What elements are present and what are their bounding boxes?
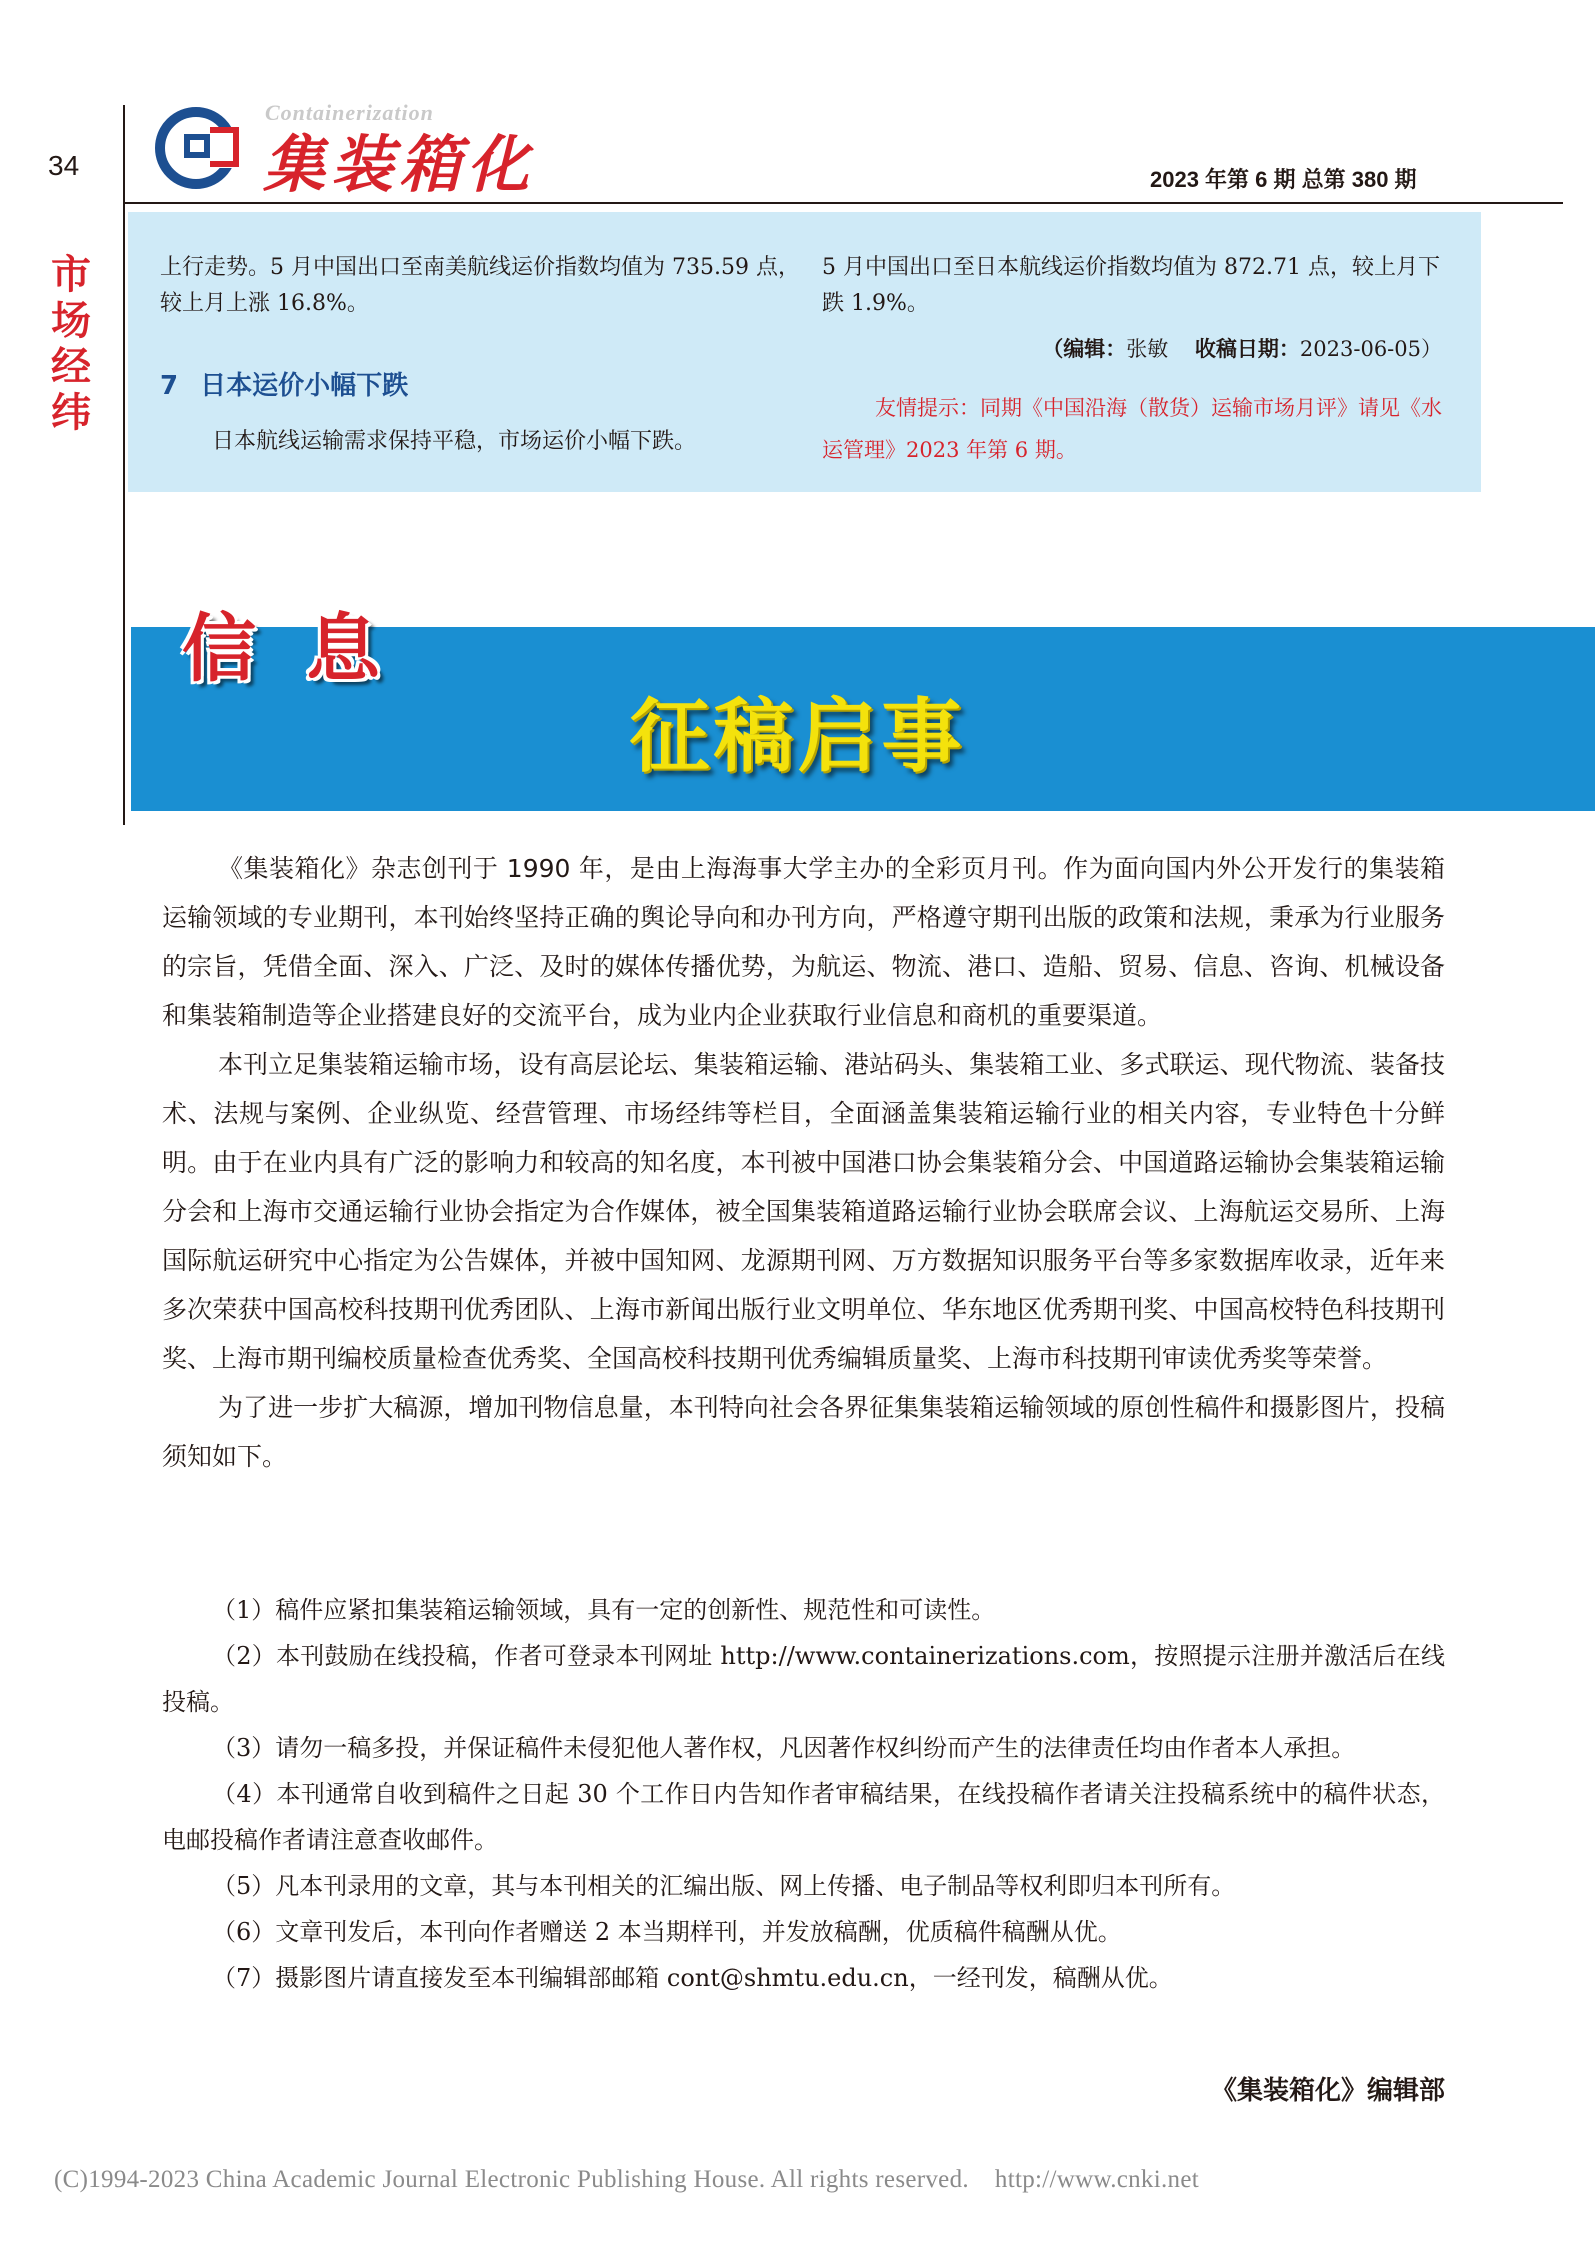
section-tag-char: 市 xyxy=(51,251,91,298)
page-number: 34 xyxy=(48,150,80,181)
heading-number: 7 xyxy=(160,371,179,401)
banner-title: 征稿启事 xyxy=(629,690,966,783)
section-tag-char: 纬 xyxy=(51,389,91,436)
issue-info: 2023 年第 6 期 总第 380 期 xyxy=(1150,167,1417,192)
copyright-text: (C)1994-2023 China Academic Journal Electronic Publishing House. All rights reserved. xyxy=(54,2166,969,2193)
guideline-item: （3）请勿一稿多投，并保证稿件未侵犯他人著作权，凡因著作权纠纷而产生的法律责任均由作者本人承担。 xyxy=(212,1734,1356,1762)
logo-english-text: Containerization xyxy=(265,100,434,125)
guideline-item: （6）文章刊发后，本刊向作者赠送 2 本当期样刊，并发放稿酬，优质稿件稿酬从优。 xyxy=(212,1918,1122,1946)
japan-index-text: 5 月中国出口至日本航线运价指数均值为 872.71 点，较上月下跌 1.9%。 xyxy=(822,255,1440,316)
guideline-item: （4）本刊通常自收到稿件之日起 30 个工作日内告知作者审稿结果，在线投稿作者请关注投稿系统中的稿件状态，电邮投稿作者请注意查收邮件。 xyxy=(162,1780,1445,1854)
submission-guidelines xyxy=(162,1587,1445,2001)
section-tag xyxy=(48,252,94,436)
info-label: 信息 xyxy=(182,606,430,692)
friendly-tip: 友情提示：同期《中国沿海（散货）运输市场月评》请见《水运管理》2023 年第 6 期。 xyxy=(822,396,1442,462)
editorial-signature: 《集装箱化》编辑部 xyxy=(1210,2076,1445,2106)
article-body xyxy=(162,844,1445,1481)
body-paragraph: 《集装箱化》杂志创刊于 1990 年，是由上海海事大学主办的全彩页月刊。作为面向国内外公开发行的集装箱运输领域的专业期刊，本刊始终坚持正确的舆论导向和办刊方向，严格遵守期刊出版的政策和法规，秉承为行业服务的宗旨，凭借全面、深入、广泛、及时的媒体传播优势，为航运、物流、港口、造船、贸易、信息、咨询、机械设备和集装箱制造等企业搭建良好的交流平台，成为业内企业获取行业信息和商机的重要渠道。 xyxy=(162,854,1445,1030)
south-america-text: 上行走势。5 月中国出口至南美航线运价指数均值为 735.59 点，较上月上涨 16.8%。 xyxy=(160,255,800,316)
japan-text: 日本航线运输需求保持平稳，市场运价小幅下跌。 xyxy=(212,429,697,454)
date-label: 收稿日期： xyxy=(1194,337,1300,361)
copyright-footer xyxy=(54,2166,1199,2194)
guideline-item: （5）凡本刊录用的文章，其与本刊相关的汇编出版、网上传播、电子制品等权利即归本刊所有。 xyxy=(212,1872,1236,1900)
date-value: 2023-06-05） xyxy=(1299,337,1442,361)
body-paragraph: 为了进一步扩大稿源，增加刊物信息量，本刊特向社会各界征集集装箱运输领域的原创性稿件和摄影图片，投稿须知如下。 xyxy=(162,1393,1445,1471)
editor-label: （编辑： xyxy=(1042,337,1127,361)
japan-heading xyxy=(160,365,408,402)
editor-line xyxy=(1042,333,1442,363)
guideline-item: （2）本刊鼓励在线投稿，作者可登录本刊网址 http://www.containerizations.com，按照提示注册并激活后在线投稿。 xyxy=(162,1642,1445,1716)
section-tag-char: 场 xyxy=(51,297,91,344)
editor-name: 张敏 xyxy=(1126,337,1169,361)
guideline-item: （1）稿件应紧扣集装箱运输领域，具有一定的创新性、规范性和可读性。 xyxy=(212,1596,996,1624)
guideline-item: （7）摄影图片请直接发至本刊编辑部邮箱 cont@shmtu.edu.cn，一经刊发，稿酬从优。 xyxy=(212,1964,1173,1992)
cnki-link[interactable]: http://www.cnki.net xyxy=(994,2166,1199,2193)
logo-chinese-text: 集装箱化 xyxy=(263,128,536,201)
section-tag-char: 经 xyxy=(51,343,91,390)
body-paragraph: 本刊立足集装箱运输市场，设有高层论坛、集装箱运输、港站码头、集装箱工业、多式联运、现代物流、装备技术、法规与案例、企业纵览、经营管理、市场经纬等栏目，全面涵盖集装箱运输行业的相关内容，专业特色十分鲜明。由于在业内具有广泛的影响力和较高的知名度，本刊被中国港口协会集装箱分会、中国道路运输协会集装箱运输分会和上海市交通运输行业协会指定为合作媒体，被全国集装箱道路运输行业协会联席会议、上海航运交易所、上海国际航运研究中心指定为公告媒体，并被中国知网、龙源期刊网、万方数据知识服务平台等多家数据库收录，近年来多次荣获中国高校科技期刊优秀团队、上海市新闻出版行业文明单位、华东地区优秀期刊奖、中国高校特色科技期刊奖、上海市期刊编校质量检查优秀奖、全国高校科技期刊优秀编辑质量奖、上海市科技期刊审读优秀奖等荣誉。 xyxy=(162,1050,1445,1373)
heading-text: 日本运价小幅下跌 xyxy=(200,371,409,401)
